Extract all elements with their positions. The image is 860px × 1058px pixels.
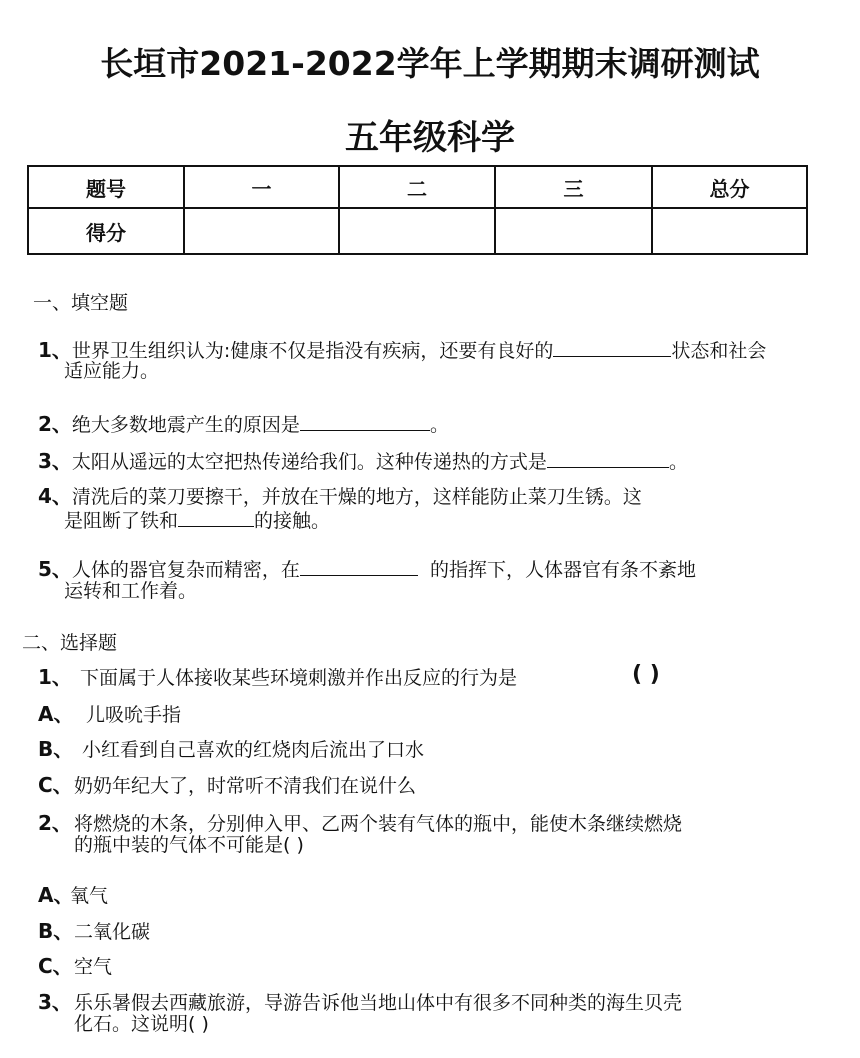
answer-blank[interactable] (178, 508, 254, 527)
question-text: 将燃烧的木条，分别伸入甲、乙两个装有气体的瓶中，能使木条继续燃烧 (74, 813, 683, 835)
option-c (38, 774, 416, 797)
question-text: 是阻断了铁和 (64, 510, 179, 532)
option-c (38, 955, 112, 978)
question-number: 3、 (38, 449, 72, 473)
score-table-score-row (28, 208, 807, 254)
score-table-header: 题号 (28, 166, 184, 208)
choice-question-1 (38, 666, 517, 689)
score-table-header: 二 (339, 166, 495, 208)
question-text: 绝大多数地震产生的原因是 (71, 414, 300, 436)
fill-question-2 (38, 412, 449, 436)
question-text: 下面属于人体接收某些环境刺激并作出反应的行为是 (80, 667, 518, 689)
question-number: 5、 (38, 557, 72, 581)
question-text: 状态和社会 (671, 340, 767, 362)
fill-question-4 (38, 485, 642, 508)
score-table-header: 总分 (652, 166, 807, 208)
question-text: 人体的器官复杂而精密，在 (71, 559, 300, 581)
score-table-header-row (28, 166, 807, 208)
score-cell[interactable] (184, 208, 339, 254)
option-label: B、 (38, 737, 74, 761)
option-a (38, 703, 181, 726)
question-number: 3、 (38, 990, 72, 1014)
score-table (27, 165, 808, 255)
score-row-label: 得分 (28, 208, 184, 254)
choice-question-3 (38, 991, 682, 1014)
score-cell[interactable] (339, 208, 495, 254)
option-label: C、 (38, 773, 73, 797)
option-label: C、 (38, 954, 73, 978)
question-number: 2、 (38, 412, 72, 436)
fill-question-3 (38, 449, 688, 473)
question-number: 2、 (38, 811, 72, 835)
answer-parentheses[interactable]: ( ) (632, 662, 660, 687)
fill-question-1 (38, 338, 766, 362)
question-text: 。 (429, 414, 449, 436)
answer-blank[interactable] (547, 449, 669, 468)
question-text-line2: 化石。这说明( ) (74, 1013, 209, 1035)
option-label: B、 (38, 919, 74, 943)
section-heading-fill-in: 一、填空题 (33, 292, 129, 314)
score-table-header: 三 (495, 166, 652, 208)
option-text: 二氧化碳 (74, 921, 151, 943)
option-text: 氧气 (70, 885, 109, 907)
question-number: 4、 (38, 484, 72, 508)
question-text: 。 (668, 451, 688, 473)
option-label: A、 (38, 883, 74, 907)
answer-blank[interactable] (553, 338, 671, 357)
fill-question-4-line2 (64, 508, 330, 532)
fill-question-5 (38, 557, 696, 581)
option-text: 小红看到自己喜欢的红烧肉后流出了口水 (82, 739, 425, 761)
question-text: 太阳从遥远的太空把热传递给我们。这种传递热的方式是 (71, 451, 547, 473)
question-text: 的接触。 (254, 510, 331, 532)
option-text: 儿吸吮手指 (86, 704, 182, 726)
answer-blank[interactable] (300, 557, 418, 576)
score-cell[interactable] (495, 208, 652, 254)
question-text: 乐乐暑假去西藏旅游，导游告诉他当地山体中有很多不同种类的海生贝壳 (74, 992, 683, 1014)
option-text: 奶奶年纪大了，时常听不清我们在说什么 (74, 775, 417, 797)
page-subtitle: 五年级科学 (345, 118, 515, 158)
page-title: 长垣市2021-2022学年上学期期末调研测试 (100, 44, 760, 83)
question-text: 的指挥下，人体器官有条不紊地 (429, 559, 696, 581)
option-b (38, 738, 424, 761)
question-text: 清洗后的菜刀要擦干，并放在干燥的地方，这样能防止菜刀生锈。这 (71, 486, 642, 508)
question-text-line2: 适应能力。 (64, 360, 160, 382)
option-label: A、 (38, 702, 74, 726)
answer-blank[interactable] (300, 412, 430, 431)
option-text: 空气 (74, 956, 113, 978)
score-table-header: 一 (184, 166, 339, 208)
question-text: 世界卫生组织认为:健康不仅是指没有疾病，还要有良好的 (71, 340, 554, 362)
score-cell[interactable] (652, 208, 807, 254)
question-number: 1、 (38, 338, 72, 362)
question-text-line2: 的瓶中装的气体不可能是( ) (74, 834, 304, 856)
option-b (38, 920, 150, 943)
choice-question-2 (38, 812, 682, 835)
question-text-line2: 运转和工作着。 (64, 580, 198, 602)
question-number: 1、 (38, 665, 72, 689)
option-a (38, 884, 108, 907)
section-heading-multiple-choice: 二、选择题 (22, 632, 118, 654)
